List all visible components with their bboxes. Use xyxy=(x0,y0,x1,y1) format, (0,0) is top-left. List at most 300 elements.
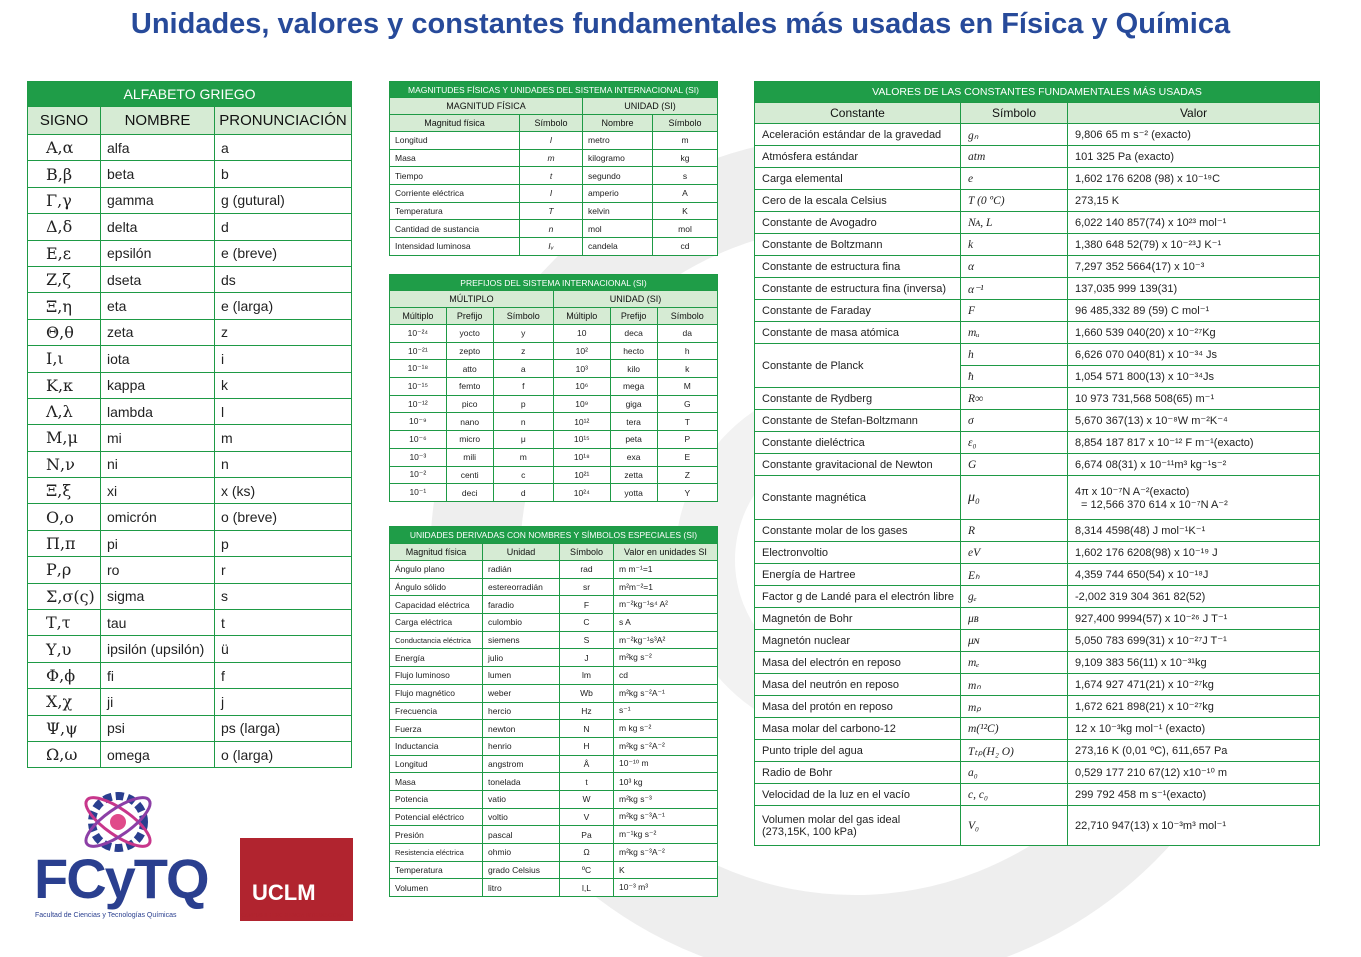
constant-name: Radio de Bohr xyxy=(755,762,961,784)
derived-si-value: m²kg s⁻²A⁻¹ xyxy=(614,684,718,702)
table-row xyxy=(28,451,352,477)
table-row xyxy=(390,702,718,720)
prefix-cell: h xyxy=(657,342,717,360)
constants-header-symbol: Símbolo xyxy=(961,103,1068,124)
constant-value: 273,15 K xyxy=(1068,190,1320,212)
derived-magnitude: Flujo luminoso xyxy=(390,667,483,685)
prefix-cell: Z xyxy=(657,466,717,484)
si-symbol: Iᵥ xyxy=(520,238,583,256)
constant-symbol: a₀ xyxy=(961,762,1068,784)
prefix-cell: centi xyxy=(446,466,493,484)
prefix-cell: 10⁹ xyxy=(553,395,610,413)
constant-name: Constante de estructura fina (inversa) xyxy=(755,278,961,300)
derived-unit: pascal xyxy=(483,826,560,844)
si-group-magnitude: MAGNITUD FÍSICA xyxy=(390,98,583,115)
greek-pronunciation: ds xyxy=(215,266,352,292)
derived-si-value: 10⁻¹⁰ m xyxy=(614,755,718,773)
greek-name: kappa xyxy=(101,372,215,398)
constant-symbol: σ xyxy=(961,410,1068,432)
constants-header-value: Valor xyxy=(1068,103,1320,124)
derived-magnitude: Fuerza xyxy=(390,720,483,738)
table-row xyxy=(390,773,718,791)
table-row xyxy=(390,342,718,360)
si-unit-name: kelvin xyxy=(583,202,653,220)
greek-name: zeta xyxy=(101,319,215,345)
constant-symbol: R∞ xyxy=(961,388,1068,410)
constant-name: Factor g de Landé para el electrón libre xyxy=(755,586,961,608)
table-row xyxy=(755,674,1320,696)
table-row xyxy=(755,168,1320,190)
prefix-cell: exa xyxy=(610,448,657,466)
derived-si-value: m²kg s⁻³A⁻¹ xyxy=(614,808,718,826)
greek-pronunciation: ps (larga) xyxy=(215,715,352,741)
table-row xyxy=(390,561,718,579)
derived-unit: hercio xyxy=(483,702,560,720)
constant-value: 1,674 927 471(21) x 10⁻²⁷kg xyxy=(1068,674,1320,696)
si-unit-symbol: mol xyxy=(653,220,718,238)
si-prefixes-table xyxy=(389,274,718,502)
prefixes-group-unit: UNIDAD (SI) xyxy=(553,291,717,308)
derived-si-value: m⁻²kg⁻¹s⁴ A² xyxy=(614,596,718,614)
constant-name: Magnetón de Bohr xyxy=(755,608,961,630)
uclm-logo xyxy=(240,838,353,921)
prefix-cell: micro xyxy=(446,431,493,449)
constant-symbol: G xyxy=(961,454,1068,476)
constant-symbol: ħ xyxy=(961,366,1068,388)
table-row xyxy=(390,466,718,484)
derived-header: Símbolo xyxy=(560,544,614,561)
greek-pronunciation: i xyxy=(215,346,352,372)
derived-si-value: cd xyxy=(614,667,718,685)
derived-unit: litro xyxy=(483,879,560,897)
prefix-cell: zetta xyxy=(610,466,657,484)
greek-name: omega xyxy=(101,741,215,767)
table-row xyxy=(390,413,718,431)
greek-pronunciation: ü xyxy=(215,636,352,662)
greek-sign: Ο,ο xyxy=(28,504,101,530)
derived-symbol: H xyxy=(560,737,614,755)
si-symbol: T xyxy=(520,202,583,220)
prefix-cell: 10¹² xyxy=(553,413,610,431)
greek-name: tau xyxy=(101,610,215,636)
constant-value: 6,626 070 040(81) x 10⁻³⁴ Js xyxy=(1068,344,1320,366)
table-row xyxy=(755,454,1320,476)
derived-si-value: K xyxy=(614,861,718,879)
derived-symbol: S xyxy=(560,631,614,649)
prefix-cell: y xyxy=(493,325,553,343)
prefix-cell: P xyxy=(657,431,717,449)
greek-name: sigma xyxy=(101,583,215,609)
greek-sign: Β,β xyxy=(28,161,101,187)
table-row xyxy=(755,300,1320,322)
derived-symbol: Pa xyxy=(560,826,614,844)
constant-value: 1,054 571 800(13) x 10⁻³⁴Js xyxy=(1068,366,1320,388)
table-row xyxy=(755,608,1320,630)
table-row xyxy=(755,718,1320,740)
derived-magnitude: Carga eléctrica xyxy=(390,614,483,632)
si-symbol: I xyxy=(520,185,583,203)
constant-symbol: m(¹²C) xyxy=(961,718,1068,740)
constants-table-title: VALORES DE LAS CONSTANTES FUNDAMENTALES MÁS USADAS xyxy=(755,82,1320,103)
greek-name: epsilón xyxy=(101,240,215,266)
constant-symbol: atm xyxy=(961,146,1068,168)
table-row xyxy=(755,806,1320,846)
constant-value: 299 792 458 m s⁻¹(exacto) xyxy=(1068,784,1320,806)
greek-pronunciation: j xyxy=(215,689,352,715)
table-row xyxy=(28,187,352,213)
prefix-cell: tera xyxy=(610,413,657,431)
prefix-cell: femto xyxy=(446,378,493,396)
derived-symbol: J xyxy=(560,649,614,667)
greek-pronunciation: z xyxy=(215,319,352,345)
prefix-cell: 10 xyxy=(553,325,610,343)
greek-name: iota xyxy=(101,346,215,372)
greek-name: ji xyxy=(101,689,215,715)
constant-symbol: h xyxy=(961,344,1068,366)
si-unit-symbol: cd xyxy=(653,238,718,256)
table-row xyxy=(390,614,718,632)
greek-sign: Ψ,ψ xyxy=(28,715,101,741)
greek-pronunciation: a xyxy=(215,135,352,161)
prefix-cell: 10³ xyxy=(553,360,610,378)
derived-unit: siemens xyxy=(483,631,560,649)
table-row xyxy=(755,476,1320,520)
greek-header-name: NOMBRE xyxy=(101,107,215,135)
greek-sign: Ξ,η xyxy=(28,293,101,319)
constant-symbol: c, c₀ xyxy=(961,784,1068,806)
table-row xyxy=(755,762,1320,784)
derived-unit: ohmio xyxy=(483,844,560,862)
table-row xyxy=(390,578,718,596)
table-row xyxy=(28,636,352,662)
table-row xyxy=(755,410,1320,432)
si-unit-symbol: A xyxy=(653,185,718,203)
table-row xyxy=(755,630,1320,652)
greek-name: fi xyxy=(101,662,215,688)
constant-value: 8,854 187 817 x 10⁻¹² F m⁻¹(exacto) xyxy=(1068,432,1320,454)
derived-symbol: t xyxy=(560,773,614,791)
derived-header: Valor en unidades SI xyxy=(614,544,718,561)
si-magnitude: Longitud xyxy=(390,132,520,150)
greek-name: lambda xyxy=(101,398,215,424)
constant-name: Constante gravitacional de Newton xyxy=(755,454,961,476)
prefix-cell: mega xyxy=(610,378,657,396)
greek-sign: Ε,ε xyxy=(28,240,101,266)
greek-pronunciation: e (breve) xyxy=(215,240,352,266)
si-unit-name: mol xyxy=(583,220,653,238)
si-unit-symbol: s xyxy=(653,167,718,185)
greek-name: delta xyxy=(101,214,215,240)
constant-name: Masa del protón en reposo xyxy=(755,696,961,718)
derived-unit: weber xyxy=(483,684,560,702)
prefix-cell: atto xyxy=(446,360,493,378)
constant-name: Punto triple del agua xyxy=(755,740,961,762)
derived-magnitude: Presión xyxy=(390,826,483,844)
prefix-cell: 10⁻³ xyxy=(390,448,447,466)
table-row xyxy=(390,649,718,667)
table-row xyxy=(755,542,1320,564)
derived-unit: lumen xyxy=(483,667,560,685)
constant-value: 96 485,332 89 (59) C mol⁻¹ xyxy=(1068,300,1320,322)
prefix-cell: yocto xyxy=(446,325,493,343)
table-row xyxy=(390,808,718,826)
prefix-cell: 10⁻¹⁸ xyxy=(390,360,447,378)
constant-value: 4,359 744 650(54) x 10⁻¹⁸J xyxy=(1068,564,1320,586)
greek-alphabet-table xyxy=(27,81,352,768)
prefix-cell: z xyxy=(493,342,553,360)
derived-unit: newton xyxy=(483,720,560,738)
derived-magnitude: Inductancia xyxy=(390,737,483,755)
greek-header-sign: SIGNO xyxy=(28,107,101,135)
prefix-cell: kilo xyxy=(610,360,657,378)
prefixes-header: Múltiplo xyxy=(553,308,610,325)
constant-value: 101 325 Pa (exacto) xyxy=(1068,146,1320,168)
derived-symbol: Wb xyxy=(560,684,614,702)
greek-pronunciation: g (gutural) xyxy=(215,187,352,213)
constant-symbol: mₙ xyxy=(961,674,1068,696)
table-row xyxy=(755,388,1320,410)
table-row xyxy=(28,372,352,398)
si-header: Símbolo xyxy=(653,115,718,132)
si-unit-symbol: m xyxy=(653,132,718,150)
page-title: Unidades, valores y constantes fundamentales más usadas en Física y Química xyxy=(130,8,1231,40)
derived-si-value: s A xyxy=(614,614,718,632)
si-symbol: n xyxy=(520,220,583,238)
prefix-cell: 10⁻¹⁵ xyxy=(390,378,447,396)
derived-header: Magnitud física xyxy=(390,544,483,561)
constant-name: Carga elemental xyxy=(755,168,961,190)
derived-symbol: W xyxy=(560,790,614,808)
prefix-cell: 10¹⁸ xyxy=(553,448,610,466)
derived-unit: radián xyxy=(483,561,560,579)
constant-name: Constante de estructura fina xyxy=(755,256,961,278)
greek-pronunciation: n xyxy=(215,451,352,477)
derived-unit: julio xyxy=(483,649,560,667)
table-row xyxy=(755,124,1320,146)
derived-si-value: m²m⁻²=1 xyxy=(614,578,718,596)
prefix-cell: c xyxy=(493,466,553,484)
greek-sign: Χ,χ xyxy=(28,689,101,715)
derived-unit: henrio xyxy=(483,737,560,755)
table-row xyxy=(28,293,352,319)
greek-pronunciation: b xyxy=(215,161,352,187)
greek-sign: Θ,θ xyxy=(28,319,101,345)
derived-unit: grado Celsius xyxy=(483,861,560,879)
greek-pronunciation: r xyxy=(215,557,352,583)
table-row xyxy=(28,398,352,424)
uclm-logo-text: UCLM xyxy=(252,880,316,905)
greek-name: ni xyxy=(101,451,215,477)
prefixes-header: Símbolo xyxy=(493,308,553,325)
greek-name: omicrón xyxy=(101,504,215,530)
derived-header: Unidad xyxy=(483,544,560,561)
constant-name: Constante de Planck xyxy=(755,344,961,388)
table-row xyxy=(390,684,718,702)
greek-pronunciation: k xyxy=(215,372,352,398)
table-row xyxy=(390,755,718,773)
table-row xyxy=(755,322,1320,344)
derived-magnitude: Resistencia eléctrica xyxy=(390,844,483,862)
derived-si-value: 10³ kg xyxy=(614,773,718,791)
greek-sign: Δ,δ xyxy=(28,214,101,240)
constant-symbol: gₑ xyxy=(961,586,1068,608)
constant-value: 6,674 08(31) x 10⁻¹¹m³ kg⁻¹s⁻² xyxy=(1068,454,1320,476)
si-symbol: m xyxy=(520,149,583,167)
constant-symbol: V₀ xyxy=(961,806,1068,846)
derived-si-value: m²kg s⁻² xyxy=(614,649,718,667)
table-row xyxy=(755,740,1320,762)
derived-unit: voltio xyxy=(483,808,560,826)
greek-sign: Φ,ϕ xyxy=(28,662,101,688)
prefixes-header: Prefijo xyxy=(610,308,657,325)
prefix-cell: 10¹⁵ xyxy=(553,431,610,449)
derived-magnitude: Temperatura xyxy=(390,861,483,879)
constant-symbol: eV xyxy=(961,542,1068,564)
derived-si-value: m⁻²kg⁻¹s³A² xyxy=(614,631,718,649)
derived-magnitude: Potencial eléctrico xyxy=(390,808,483,826)
derived-symbol: N xyxy=(560,720,614,738)
prefixes-header: Prefijo xyxy=(446,308,493,325)
derived-si-value: m⁻¹kg s⁻² xyxy=(614,826,718,844)
prefix-cell: M xyxy=(657,378,717,396)
constant-symbol: ε₀ xyxy=(961,432,1068,454)
constant-value: 1,380 648 52(79) x 10⁻²³J K⁻¹ xyxy=(1068,234,1320,256)
si-units-table xyxy=(389,81,718,256)
table-row xyxy=(390,360,718,378)
table-row xyxy=(28,135,352,161)
table-row xyxy=(390,220,718,238)
derived-magnitude: Capacidad eléctrica xyxy=(390,596,483,614)
constant-name: Energía de Hartree xyxy=(755,564,961,586)
constant-name-line: (273,15K, 100 kPa) xyxy=(762,825,857,838)
constant-symbol: α⁻¹ xyxy=(961,278,1068,300)
greek-pronunciation: f xyxy=(215,662,352,688)
table-row xyxy=(755,190,1320,212)
prefix-cell: m xyxy=(493,448,553,466)
derived-unit: vatio xyxy=(483,790,560,808)
derived-table-title: UNIDADES DERIVADAS CON NOMBRES Y SÍMBOLOS ESPECIALES (SI) xyxy=(390,527,718,544)
prefixes-table-title: PREFIJOS DEL SISTEMA INTERNACIONAL (SI) xyxy=(390,275,718,291)
table-row xyxy=(390,861,718,879)
table-row xyxy=(390,378,718,396)
constant-value-line: = 12,566 370 614 x 10⁻⁷N A⁻² xyxy=(1081,498,1228,511)
table-row xyxy=(28,504,352,530)
prefix-cell: 10⁻¹ xyxy=(390,484,447,502)
prefix-cell: 10²⁴ xyxy=(553,484,610,502)
table-row xyxy=(28,610,352,636)
greek-sign: Ι,ι xyxy=(28,346,101,372)
table-row xyxy=(28,319,352,345)
prefix-cell: pico xyxy=(446,395,493,413)
table-row xyxy=(755,146,1320,168)
constant-value-line: 4π x 10⁻⁷N A⁻²(exacto) xyxy=(1075,485,1190,498)
table-row xyxy=(390,167,718,185)
si-symbol: t xyxy=(520,167,583,185)
si-table-title: MAGNITUDES FÍSICAS Y UNIDADES DEL SISTEMA INTERNACIONAL (SI) xyxy=(390,82,718,98)
table-row xyxy=(390,826,718,844)
constant-symbol: gₙ xyxy=(961,124,1068,146)
table-row xyxy=(390,431,718,449)
derived-magnitude: Conductancia eléctrica xyxy=(390,631,483,649)
table-row xyxy=(390,879,718,897)
table-row xyxy=(390,185,718,203)
prefixes-header: Símbolo xyxy=(657,308,717,325)
constant-value: 1,602 176 6208 (98) x 10⁻¹⁹C xyxy=(1068,168,1320,190)
constant-name-line: Volumen molar del gas ideal xyxy=(762,813,901,826)
constant-value: 1,660 539 040(20) x 10⁻²⁷Kg xyxy=(1068,322,1320,344)
uclm-subtitle: CAMPUS DE EXCELENCIA INTERNACIONAL xyxy=(241,913,348,919)
prefix-cell: 10⁻²¹ xyxy=(390,342,447,360)
constant-name: Masa del neutrón en reposo xyxy=(755,674,961,696)
constant-name: Constante dieléctrica xyxy=(755,432,961,454)
derived-magnitude: Energía xyxy=(390,649,483,667)
table-row xyxy=(28,715,352,741)
constant-symbol: T (0 ºC) xyxy=(961,190,1068,212)
constant-value: 927,400 9994(57) x 10⁻²⁶ J T⁻¹ xyxy=(1068,608,1320,630)
si-group-unit: UNIDAD (SI) xyxy=(583,98,718,115)
greek-sign: Ζ,ζ xyxy=(28,266,101,292)
constant-name: Constante molar de los gases xyxy=(755,520,961,542)
constant-symbol: mᵤ xyxy=(961,322,1068,344)
derived-magnitude: Ángulo plano xyxy=(390,561,483,579)
constant-value: 9,109 383 56(11) x 10⁻³¹kg xyxy=(1068,652,1320,674)
prefix-cell: nano xyxy=(446,413,493,431)
derived-magnitude: Volumen xyxy=(390,879,483,897)
constant-symbol: μ₀ xyxy=(961,476,1068,520)
constant-name: Masa del electrón en reposo xyxy=(755,652,961,674)
constant-symbol: e xyxy=(961,168,1068,190)
table-row xyxy=(755,696,1320,718)
table-row xyxy=(28,425,352,451)
si-magnitude: Corriente eléctrica xyxy=(390,185,520,203)
si-magnitude: Tiempo xyxy=(390,167,520,185)
constant-value: 1,602 176 6208(98) x 10⁻¹⁹ J xyxy=(1068,542,1320,564)
derived-symbol: F xyxy=(560,596,614,614)
table-row xyxy=(28,583,352,609)
si-symbol: l xyxy=(520,132,583,150)
derived-unit: angstrom xyxy=(483,755,560,773)
prefix-cell: deca xyxy=(610,325,657,343)
constant-symbol: k xyxy=(961,234,1068,256)
greek-sign: Υ,υ xyxy=(28,636,101,662)
prefix-cell: n xyxy=(493,413,553,431)
derived-magnitude: Frecuencia xyxy=(390,702,483,720)
greek-sign: Ξ,ξ xyxy=(28,478,101,504)
constants-table xyxy=(754,81,1320,846)
constant-symbol: Eₕ xyxy=(961,564,1068,586)
derived-unit: faradio xyxy=(483,596,560,614)
greek-name: eta xyxy=(101,293,215,319)
derived-unit: estereorradián xyxy=(483,578,560,596)
constant-symbol: mₑ xyxy=(961,652,1068,674)
greek-sign: Μ,μ xyxy=(28,425,101,451)
table-row xyxy=(390,132,718,150)
table-row xyxy=(28,266,352,292)
si-unit-symbol: K xyxy=(653,202,718,220)
prefix-cell: d xyxy=(493,484,553,502)
si-unit-name: kilogramo xyxy=(583,149,653,167)
prefix-cell: μ xyxy=(493,431,553,449)
greek-pronunciation: l xyxy=(215,398,352,424)
table-row xyxy=(390,596,718,614)
greek-name: dseta xyxy=(101,266,215,292)
greek-sign: Σ,σ(ς) xyxy=(28,583,101,609)
constant-name: Aceleración estándar de la gravedad xyxy=(755,124,961,146)
derived-symbol: lm xyxy=(560,667,614,685)
table-row xyxy=(28,161,352,187)
constant-symbol: F xyxy=(961,300,1068,322)
constant-name: Cero de la escala Celsius xyxy=(755,190,961,212)
